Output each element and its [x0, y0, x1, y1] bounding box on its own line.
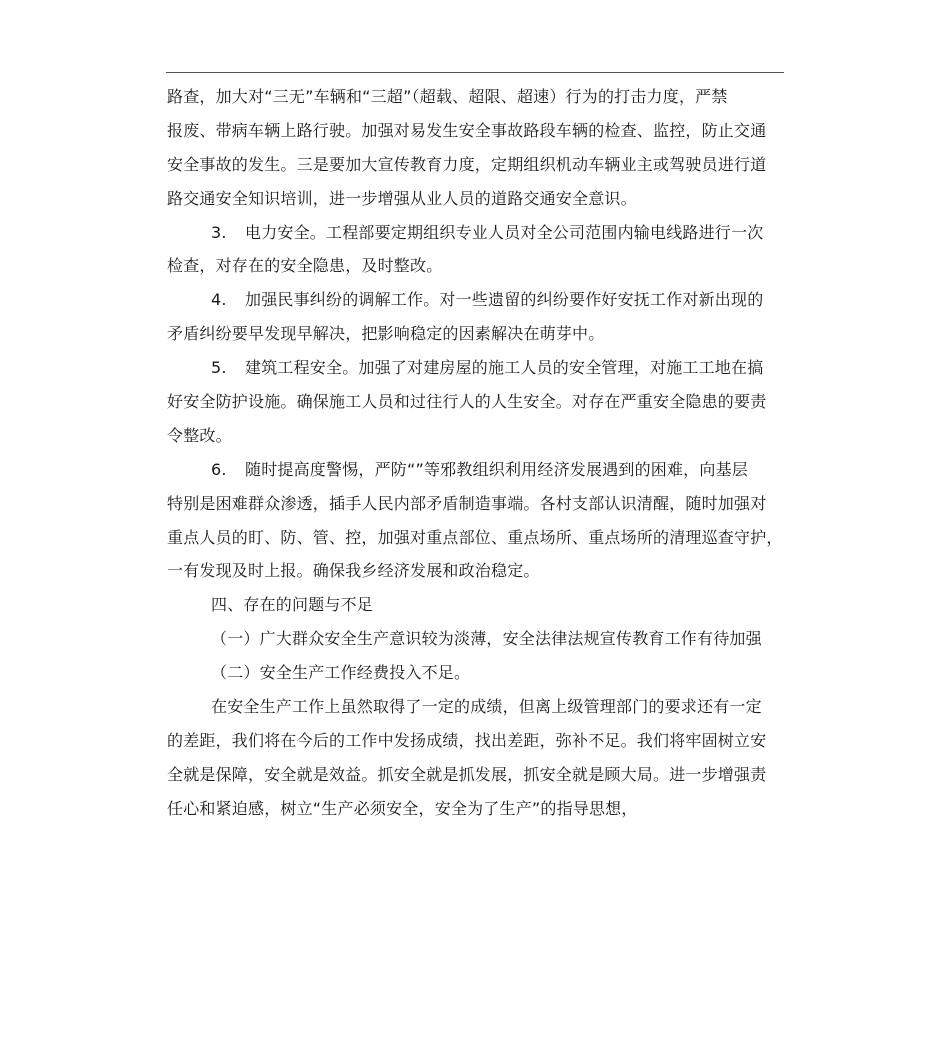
text-line [167, 249, 787, 283]
text-line [167, 554, 787, 588]
text-line [167, 385, 787, 419]
text-line [167, 182, 787, 216]
list-number: 4. [211, 290, 227, 310]
list-number: 3. [211, 222, 227, 242]
text-line [167, 487, 787, 521]
text-line [167, 148, 787, 182]
text-line [167, 453, 787, 487]
text-line [167, 283, 787, 317]
text-line [167, 622, 787, 656]
line-text: 四、存在的问题与不足 [211, 595, 374, 615]
line-text: 的差距，我们将在今后的工作中发扬成绩，找出差距，弥补不足。我们将牢固树立安 [167, 730, 767, 750]
text-line [167, 758, 787, 792]
text-line [167, 521, 787, 555]
line-text: 报废、带病车辆上路行驶。加强对易发生安全事故路段车辆的检查、监控，防止交通 [167, 120, 767, 140]
text-line [167, 351, 787, 385]
header-rule [166, 72, 784, 73]
line-text: 任心和紧迫感，树立“生产必须安全，安全为了生产”的指导思想， [167, 798, 638, 818]
line-text: 一有发现及时上报。确保我乡经济发展和政治稳定。 [167, 561, 540, 581]
line-text: 随时提高度警惕，严防“”等邪教组织利用经济发展遇到的困难，向基层 [245, 459, 748, 479]
line-text: 令整改。 [167, 425, 232, 445]
text-line [167, 724, 787, 758]
text-line [167, 114, 787, 148]
line-text: 安全事故的发生。三是要加大宣传教育力度，定期组织机动车辆业主或驾驶员进行道 [167, 154, 767, 174]
line-text: 在安全生产工作上虽然取得了一定的成绩，但离上级管理部门的要求还有一定 [211, 697, 762, 717]
line-text: 全就是保障，安全就是效益。抓安全就是抓发展，抓安全就是顾大局。进一步增强责 [167, 764, 767, 784]
text-line [167, 80, 787, 114]
line-text: 路交通安全知识培训，进一步增强从业人员的道路交通安全意识。 [167, 188, 637, 208]
text-line [167, 690, 787, 724]
line-text: （一）广大群众安全生产意识较为淡薄，安全法律法规宣传教育工作有待加强 [211, 629, 762, 649]
line-text: 建筑工程安全。加强了对建房屋的施工人员的安全管理，对施工工地在搞 [245, 358, 764, 378]
line-text: 加强民事纠纷的调解工作。对一些遗留的纠纷要作好安抚工作对新出现的 [245, 290, 764, 310]
text-line [167, 588, 787, 622]
list-number: 5. [211, 358, 227, 378]
line-text: 矛盾纠纷要早发现早解决，把影响稳定的因素解决在萌芽中。 [167, 324, 605, 344]
line-text: 好安全防护设施。确保施工人员和过往行人的人生安全。对存在严重安全隐患的要责 [167, 392, 767, 412]
text-line [167, 317, 787, 351]
line-text: 重点人员的盯、防、管、控，加强对重点部位、重点场所、重点场所的清理巡查守护， [167, 527, 783, 547]
body-text [167, 80, 787, 826]
text-line [167, 656, 787, 690]
line-text: 路查，加大对“三无”车辆和“三超”（超载、超限、超速）行为的打击力度，严禁 [167, 87, 728, 106]
text-line [167, 419, 787, 453]
line-text: 电力安全。工程部要定期组织专业人员对全公司范围内输电线路进行一次 [245, 222, 764, 242]
text-line [167, 216, 787, 250]
line-text: 特别是困难群众渗透，插手人民内部矛盾制造事端。各村支部认识清醒，随时加强对 [167, 493, 767, 513]
text-line [167, 792, 787, 826]
list-number: 6. [211, 459, 227, 479]
line-text: 检查，对存在的安全隐患，及时整改。 [167, 256, 443, 276]
line-text: （二）安全生产工作经费投入不足。 [211, 663, 471, 683]
